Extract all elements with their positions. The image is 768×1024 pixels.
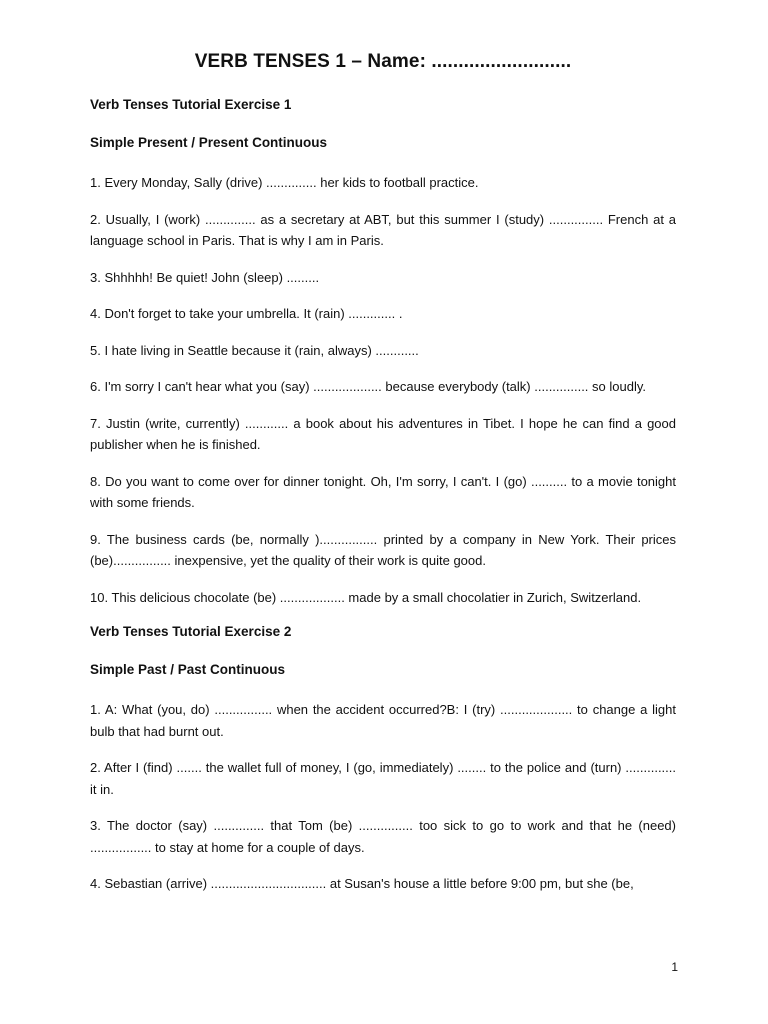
exercise-1-question-1: 1. Every Monday, Sally (drive) .............. her kids to football practice. xyxy=(90,175,479,190)
exercise-1-question-6: 6. I'm sorry I can't hear what you (say) ................... because everybody (talk) ............... so loudly. xyxy=(90,379,646,394)
exercise-2-question-3: 3. The doctor (say) .............. that Tom (be) ............... too sick to go to work and that he (need) ................. to stay at home for a couple of days. xyxy=(90,818,676,855)
exercise-1-question-4: 4. Don't forget to take your umbrella. It (rain) ............. . xyxy=(90,306,403,321)
document-title: VERB TENSES 1 – Name: .......................... xyxy=(194,51,572,72)
exercise-2-question-1: 1. A: What (you, do) ................ when the accident occurred?B: I (try) .................... to change a light bulb that had burnt out. xyxy=(90,702,676,739)
document-body xyxy=(90,48,676,910)
exercise-2-subheading: Simple Past / Past Continuous xyxy=(90,662,286,677)
exercise-2-heading: Verb Tenses Tutorial Exercise 2 xyxy=(90,624,292,639)
exercise-1-question-10: 10. This delicious chocolate (be) .................. made by a small chocolatier in Zurich, Switzerland. xyxy=(90,589,642,605)
exercise-1-subheading: Simple Present / Present Continuous xyxy=(90,135,328,150)
exercise-1-question-8: 8. Do you want to come over for dinner tonight. Oh, I'm sorry, I can't. I (go) .......... to a movie tonight with some friends. xyxy=(90,473,676,510)
exercise-1-question-5: 5. I hate living in Seattle because it (rain, always) ............ xyxy=(90,342,419,358)
exercise-1-question-2: 2. Usually, I (work) .............. as a secretary at ABT, but this summer I (study) ............... French at a language school in Paris. That is why I am in Paris. xyxy=(90,211,676,248)
exercise-1-question-9: 9. The business cards (be, normally )................ printed by a company in New York. Their prices (be)................ inexpensive, yet the quality of their work is quite good. xyxy=(90,531,676,568)
page-number: 1 xyxy=(671,960,678,974)
exercise-1-question-7: 7. Justin (write, currently) ............ a book about his adventures in Tibet. I hope he can find a good publisher when he is finished. xyxy=(90,415,676,452)
exercise-1-heading: Verb Tenses Tutorial Exercise 1 xyxy=(90,97,292,112)
exercise-2-question-4: 4. Sebastian (arrive) ................................ at Susan's house a little before 9:00 pm, but she (be, xyxy=(90,876,634,891)
exercise-1-question-3: 3. Shhhhh! Be quiet! John (sleep) ......... xyxy=(90,269,320,285)
exercise-2-question-2: 2. After I (find) ....... the wallet full of money, I (go, immediately) ........ to the police and (turn) .............. it in. xyxy=(90,760,676,797)
